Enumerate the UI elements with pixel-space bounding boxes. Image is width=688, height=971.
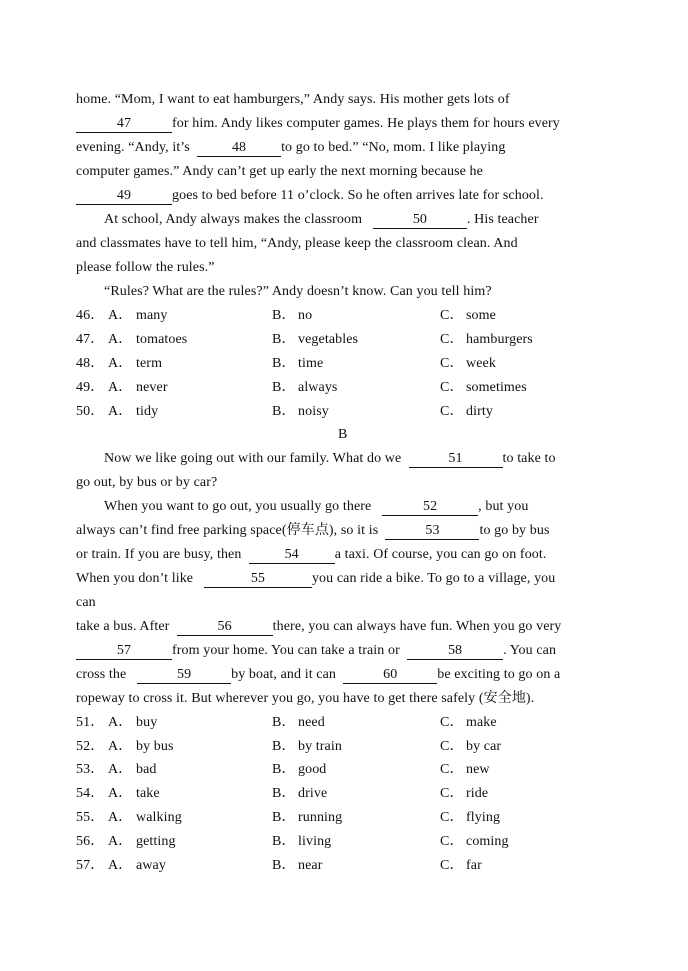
passage-b-line-5 — [76, 545, 546, 565]
option-c-label: C． — [440, 308, 464, 323]
option-b: vegetables — [298, 332, 359, 347]
passage-b-text: always can’t find free parking space(停车点), so it is — [76, 523, 379, 538]
passage-a-text: for him. Andy likes computer games. He plays them for hours every — [172, 116, 560, 131]
passage-a-line-8: please follow the rules.” — [76, 260, 215, 275]
option-c: coming — [466, 834, 509, 849]
option-c-label: C． — [440, 380, 464, 395]
option-a-label: A． — [108, 332, 133, 347]
passage-b-line-2: go out, by bus or by car? — [76, 475, 218, 490]
option-c: hamburgers — [466, 332, 533, 347]
passage-b-line-10 — [76, 665, 560, 685]
option-b-label: B． — [272, 786, 296, 801]
option-b: living — [298, 834, 332, 849]
section-b-heading: B — [338, 427, 348, 442]
option-a: term — [136, 356, 163, 371]
option-a: never — [136, 380, 168, 395]
option-a: away — [136, 858, 166, 873]
option-b: always — [298, 380, 338, 395]
passage-a-line-2 — [76, 114, 560, 134]
passage-b-text: there, you can always have fun. When you go very — [272, 619, 562, 634]
option-b: drive — [298, 786, 328, 801]
option-c-label: C． — [440, 739, 464, 754]
option-c: dirty — [466, 404, 493, 419]
option-c-label: C． — [440, 762, 464, 777]
passage-b-text: cross the — [76, 667, 127, 682]
passage-a-text: . His teacher — [466, 212, 539, 227]
blank-59: 59 — [137, 666, 231, 684]
blank-50: 50 — [373, 211, 467, 229]
passage-b-text: to go by bus — [479, 523, 550, 538]
passage-b-text: , but you — [478, 499, 529, 514]
option-a-label: A． — [108, 356, 133, 371]
passage-a-text: goes to bed before 11 o’clock. So he often arrives late for school. — [172, 188, 544, 203]
option-a: take — [136, 786, 160, 801]
option-c-label: C． — [440, 404, 464, 419]
option-b-label: B． — [272, 810, 296, 825]
option-b: need — [298, 715, 325, 730]
option-b-label: B． — [272, 858, 296, 873]
option-a-label: A． — [108, 380, 133, 395]
blank-55: 55 — [204, 570, 312, 588]
option-c: far — [466, 858, 482, 873]
passage-a-line-6 — [104, 210, 539, 230]
option-c-label: C． — [440, 332, 464, 347]
question-number: 52． — [76, 739, 105, 754]
passage-b-text: When you don’t like — [76, 571, 194, 586]
passage-b-text: a taxi. Of course, you can go on foot. — [334, 547, 547, 562]
option-c-label: C． — [440, 715, 464, 730]
question-number: 48． — [76, 356, 105, 371]
option-c-label: C． — [440, 356, 464, 371]
option-a-label: A． — [108, 308, 133, 323]
option-a-label: A． — [108, 834, 133, 849]
option-a-label: A． — [108, 762, 133, 777]
question-number: 53． — [76, 762, 105, 777]
passage-a-line-5 — [76, 186, 544, 206]
option-b: no — [298, 308, 313, 323]
option-b-label: B． — [272, 404, 296, 419]
option-c: ride — [466, 786, 489, 801]
passage-a-line-9: “Rules? What are the rules?” Andy doesn’t know. Can you tell him? — [104, 284, 492, 299]
option-b-label: B． — [272, 380, 296, 395]
option-a: tomatoes — [136, 332, 188, 347]
blank-58: 58 — [407, 642, 503, 660]
option-a: tidy — [136, 404, 159, 419]
question-number: 46． — [76, 308, 105, 323]
question-number: 57． — [76, 858, 105, 873]
option-c-label: C． — [440, 810, 464, 825]
passage-b-text: Now we like going out with our family. What do we — [104, 451, 402, 466]
option-c: week — [466, 356, 496, 371]
passage-a-text: At school, Andy always makes the classroom — [104, 212, 363, 227]
passage-b-text: be exciting to go on a — [437, 667, 561, 682]
option-b-label: B． — [272, 715, 296, 730]
passage-b-text: When you want to go out, you usually go there — [104, 499, 372, 514]
passage-b-text: from your home. You can take a train or — [172, 643, 400, 658]
blank-57: 57 — [76, 642, 172, 660]
blank-48: 48 — [197, 139, 281, 157]
passage-b-line-6 — [76, 569, 555, 589]
passage-b-line-9 — [76, 641, 556, 661]
option-b: time — [298, 356, 324, 371]
option-b: near — [298, 858, 323, 873]
passage-b-line-7: can — [76, 595, 96, 610]
passage-b-text: or train. If you are busy, then — [76, 547, 242, 562]
option-b: running — [298, 810, 343, 825]
blank-60: 60 — [343, 666, 437, 684]
option-a: bad — [136, 762, 157, 777]
option-b-label: B． — [272, 332, 296, 347]
passage-a-line-7: and classmates have to tell him, “Andy, please keep the classroom clean. And — [76, 236, 518, 251]
option-b-label: B． — [272, 308, 296, 323]
blank-51: 51 — [409, 450, 503, 468]
option-a: walking — [136, 810, 182, 825]
blank-56: 56 — [177, 618, 273, 636]
question-number: 47． — [76, 332, 105, 347]
option-a-label: A． — [108, 858, 133, 873]
option-a: many — [136, 308, 168, 323]
option-c-label: C． — [440, 858, 464, 873]
passage-b-line-3 — [104, 497, 528, 517]
blank-53: 53 — [385, 522, 479, 540]
passage-b-line-1 — [104, 449, 556, 469]
option-c: by car — [466, 739, 502, 754]
option-a: by bus — [136, 739, 174, 754]
option-c: make — [466, 715, 497, 730]
question-number: 55． — [76, 810, 105, 825]
option-c: new — [466, 762, 490, 777]
question-number: 49． — [76, 380, 105, 395]
option-c: flying — [466, 810, 501, 825]
option-a: getting — [136, 834, 176, 849]
option-a: buy — [136, 715, 158, 730]
option-a-label: A． — [108, 404, 133, 419]
blank-52: 52 — [382, 498, 478, 516]
passage-a-line-1: home. “Mom, I want to eat hamburgers,” Andy says. His mother gets lots of — [76, 92, 510, 107]
option-c: some — [466, 308, 496, 323]
passage-b-line-4 — [76, 521, 550, 541]
option-a-label: A． — [108, 810, 133, 825]
option-b-label: B． — [272, 356, 296, 371]
passage-b-text: by boat, and it can — [231, 667, 337, 682]
option-b: by train — [298, 739, 342, 754]
option-a-label: A． — [108, 715, 133, 730]
passage-b-text: . You can — [503, 643, 557, 658]
option-c-label: C． — [440, 786, 464, 801]
blank-49: 49 — [76, 187, 172, 205]
passage-b-text: you can ride a bike. To go to a village, you — [311, 571, 556, 586]
option-b-label: B． — [272, 762, 296, 777]
option-a-label: A． — [108, 786, 133, 801]
option-a-label: A． — [108, 739, 133, 754]
passage-b-text: to take to — [502, 451, 556, 466]
question-number: 56． — [76, 834, 105, 849]
question-number: 51． — [76, 715, 105, 730]
blank-54: 54 — [249, 546, 335, 564]
option-c-label: C． — [440, 834, 464, 849]
question-number: 54． — [76, 786, 105, 801]
passage-a-line-3 — [76, 138, 505, 158]
passage-b-text: take a bus. After — [76, 619, 170, 634]
option-b: noisy — [298, 404, 329, 419]
passage-a-line-4: computer games.” Andy can’t get up early the next morning because he — [76, 164, 483, 179]
passage-b-line-11: ropeway to cross it. But wherever you go, you have to get there safely (安全地). — [76, 691, 535, 706]
passage-a-text: to go to bed.” “No, mom. I like playing — [281, 140, 506, 155]
question-number: 50． — [76, 404, 105, 419]
option-c: sometimes — [466, 380, 527, 395]
option-b-label: B． — [272, 834, 296, 849]
passage-a-text: evening. “Andy, it’s — [76, 140, 190, 155]
blank-47: 47 — [76, 115, 172, 133]
option-b-label: B． — [272, 739, 296, 754]
passage-b-line-8 — [76, 617, 561, 637]
option-b: good — [298, 762, 327, 777]
